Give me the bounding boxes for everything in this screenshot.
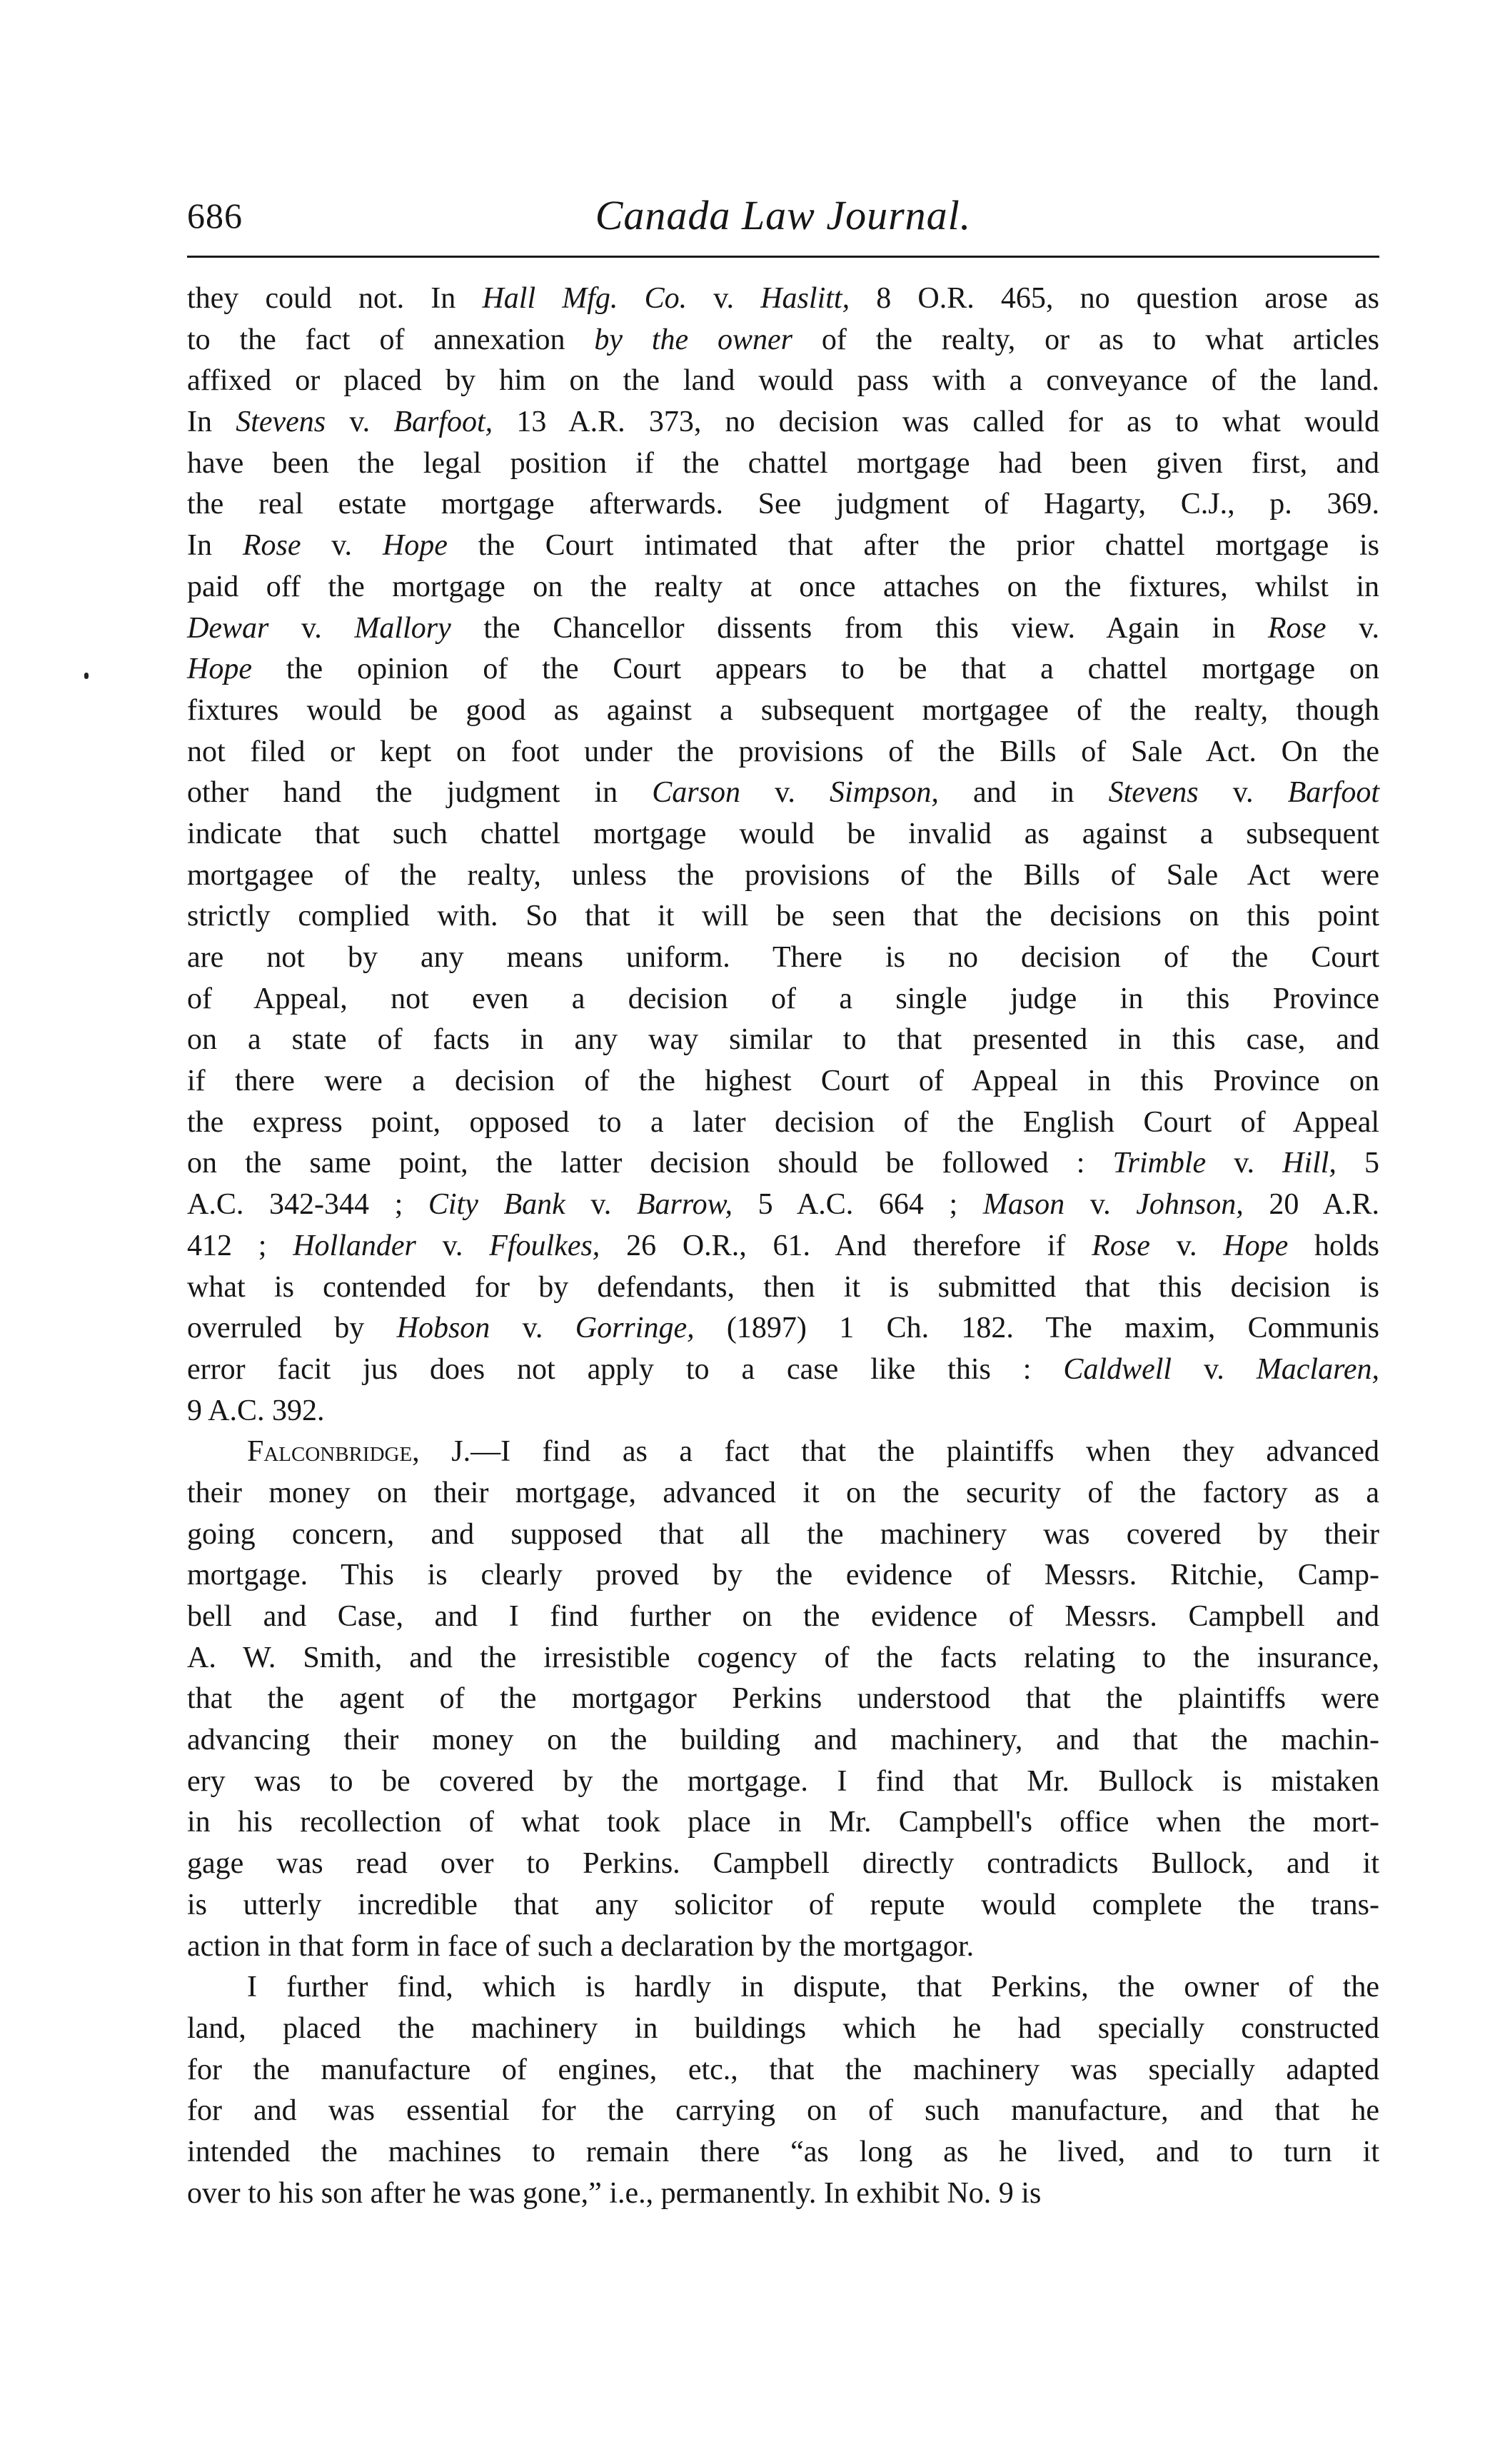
case-name: Ffoulkes, (489, 1229, 600, 1262)
text-line (187, 608, 1379, 650)
text-line (187, 690, 1379, 732)
text-run: the real estate mortgage afterwards. See judgment of Hagarty, C.J., p. 369. (187, 488, 1379, 521)
text-run: have been the legal position if the chattel mortgage had been given first, and (187, 446, 1379, 480)
text-run: v. (1326, 611, 1379, 645)
case-name: Gorringe, (575, 1312, 695, 1345)
text-run: the Chancellor dissents from this view. Again in (450, 611, 1268, 645)
text-line (187, 1102, 1379, 1144)
text-run: 5 A.C. 664 ; (733, 1188, 983, 1222)
text-line (187, 1226, 1379, 1267)
text-line (187, 443, 1379, 485)
case-name: Barfoot (1287, 776, 1379, 810)
text-run: A.C. 342-344 ; (187, 1188, 428, 1222)
text-line (187, 979, 1379, 1020)
text-run: ery was to be covered by the mortgage. I find that Mr. Bullock is mistaken (187, 1764, 1379, 1798)
text-run: for the manufacture of engines, etc., that the machinery was specially adapted (187, 2053, 1379, 2086)
text-run: on the same point, the latter decision should be followed : (187, 1147, 1113, 1180)
text-run: v. (1172, 1352, 1257, 1386)
text-line (187, 1391, 1379, 1432)
case-name: Simpson, (830, 776, 939, 810)
text-run: going concern, and supposed that all the machinery was covered by their (187, 1517, 1379, 1551)
text-run: mortgagee of the realty, unless the provisions of the Bills of Sale Act were (187, 858, 1379, 892)
case-name: City Bank (428, 1188, 565, 1222)
text-line (187, 526, 1379, 567)
text-line (187, 2008, 1379, 2050)
case-name: Barfoot, (393, 406, 493, 439)
text-line (187, 1308, 1379, 1349)
case-name: Rose (242, 529, 301, 563)
page-body (187, 278, 1379, 2214)
case-name: Stevens (1108, 776, 1199, 810)
text-line (187, 1802, 1379, 1844)
text-run: v. (1198, 776, 1288, 810)
text-run: in his recollection of what took place in Mr. Campbell's office when the mort- (187, 1806, 1379, 1839)
case-name: Haslitt, (760, 282, 850, 315)
text-line (187, 1926, 1379, 1968)
text-run: v. (687, 282, 761, 315)
text-run: other hand the judgment in (187, 776, 653, 810)
text-line (187, 1020, 1379, 1061)
text-run: 412 ; (187, 1229, 293, 1262)
text-line (187, 773, 1379, 814)
case-name: Trimble (1112, 1147, 1207, 1180)
case-name: Caldwell (1063, 1352, 1172, 1386)
text-line (187, 1679, 1379, 1720)
text-run: A. W. Smith, and the irresistible cogency of the facts relating to the insurance, (187, 1641, 1379, 1674)
text-run: (1897) 1 Ch. 182. The maxim, Communis (694, 1312, 1379, 1345)
case-name: Hollander (293, 1229, 416, 1262)
text-line (187, 320, 1379, 361)
case-name: Stevens (236, 406, 326, 439)
text-line (187, 1143, 1379, 1185)
case-name: by the owner (594, 323, 793, 356)
judgment-paragraph (187, 1967, 1379, 2214)
text-line (187, 855, 1379, 897)
text-run: 5 (1336, 1147, 1380, 1180)
case-name: Hill, (1282, 1147, 1337, 1180)
text-run: and in (938, 776, 1109, 810)
text-run: of Appeal, not even a decision of a single judge in this Province (187, 982, 1379, 1015)
text-run: advancing their money on the building and machinery, and that the machin- (187, 1724, 1379, 1757)
text-run: fixtures would be good as against a subsequent mortgagee of the realty, though (187, 693, 1379, 727)
text-line (187, 402, 1379, 443)
text-line (187, 361, 1379, 402)
text-line (187, 937, 1379, 979)
text-line (187, 1185, 1379, 1226)
text-run: overruled by (187, 1312, 397, 1345)
text-line (187, 1885, 1379, 1926)
judgment-paragraph (187, 1432, 1379, 1967)
text-run: mortgage. This is clearly proved by the evidence of Messrs. Ritchie, Camp- (187, 1559, 1379, 1592)
text-line (187, 732, 1379, 773)
case-name: Johnson, (1136, 1188, 1244, 1222)
text-run: affixed or placed by him on the land would pass with a conveyance of the land. (187, 364, 1379, 398)
print-speck (84, 673, 89, 679)
text-run: if there were a decision of the highest Court of Appeal in this Province on (187, 1065, 1379, 1098)
case-name: Hall Mfg. Co. (482, 282, 688, 315)
text-run: land, placed the machinery in buildings which he had specially constructed (187, 2011, 1379, 2045)
case-name: Rose (1267, 611, 1327, 645)
text-run: 8 O.R. 465, no question arose as (850, 282, 1379, 315)
text-run: of the realty, or as to what articles (792, 323, 1379, 356)
header-rule (187, 256, 1379, 258)
text-run: error facit jus does not apply to a case like this : (187, 1352, 1064, 1386)
text-run: strictly complied with. So that it will be seen that the decisions on this point (187, 900, 1379, 933)
text-line (187, 2091, 1379, 2132)
counsel-argument-paragraph (187, 278, 1379, 1432)
case-name: Dewar (187, 611, 269, 645)
text-run: v. (1206, 1147, 1283, 1180)
case-name: Hope (1223, 1229, 1289, 1262)
text-run: v. (301, 529, 383, 563)
text-run: v. (490, 1312, 575, 1345)
text-run: v. (326, 406, 394, 439)
text-run: their money on their mortgage, advanced it on the security of the factory as a (187, 1476, 1379, 1509)
text-run: what is contended for by defendants, then it is submitted that this decision is (187, 1270, 1379, 1304)
case-name: Maclaren, (1256, 1352, 1379, 1386)
text-line (187, 484, 1379, 526)
text-run: v. (268, 611, 355, 645)
text-run: In (187, 529, 243, 563)
text-line (187, 2132, 1379, 2173)
case-name: Hope (187, 653, 252, 686)
text-line (187, 1432, 1379, 1473)
text-run: for and was essential for the carrying on of such manufacture, and that he (187, 2094, 1379, 2128)
judge-name: Falconbridge, (247, 1435, 420, 1469)
text-run: the opinion of the Court appears to be that a chattel mortgage on (251, 653, 1379, 686)
case-name: Rose (1092, 1229, 1150, 1262)
text-line (187, 1267, 1379, 1309)
text-line (187, 1555, 1379, 1596)
text-line (187, 1473, 1379, 1514)
text-line (187, 1967, 1379, 2008)
text-line (187, 2173, 1379, 2215)
text-run: v. (416, 1229, 490, 1262)
text-run: gage was read over to Perkins. Campbell directly contradicts Bullock, and it (187, 1847, 1379, 1881)
text-line (187, 896, 1379, 937)
text-run: the Court intimated that after the prior chattel mortgage is (447, 529, 1379, 563)
text-run: 20 A.R. (1243, 1188, 1379, 1222)
text-run: to the fact of annexation (187, 323, 595, 356)
case-name: Hope (382, 529, 448, 563)
text-line (187, 1061, 1379, 1102)
text-line (187, 1596, 1379, 1638)
page-header (187, 187, 1379, 244)
text-run: indicate that such chattel mortgage would be invalid as against a subsequent (187, 817, 1379, 850)
text-run: bell and Case, and I find further on the evidence of Messrs. Campbell and (187, 1600, 1379, 1633)
text-run: paid off the mortgage on the realty at once attaches on the fixtures, whilst in (187, 570, 1379, 603)
case-name: Barrow, (636, 1188, 733, 1222)
running-title: Canada Law Journal. (595, 192, 972, 238)
text-run: over to his son after he was gone,” i.e., permanently. In exhibit No. 9 is (187, 2176, 1042, 2210)
text-line (187, 2050, 1379, 2091)
text-run: not filed or kept on foot under the provisions of the Bills of Sale Act. On the (187, 735, 1379, 768)
text-line (187, 1638, 1379, 1679)
text-line (187, 1349, 1379, 1391)
text-line (187, 278, 1379, 320)
text-run: are not by any means uniform. There is no decision of the Court (187, 941, 1379, 974)
text-run: intended the machines to remain there “as long as he lived, and to turn it (187, 2135, 1379, 2168)
text-line (187, 567, 1379, 608)
text-line (187, 814, 1379, 855)
text-run: In (187, 406, 236, 439)
text-line (187, 1844, 1379, 1885)
text-run: 13 A.R. 373, no decision was called for as to what would (493, 406, 1379, 439)
text-run: v. (740, 776, 830, 810)
case-name: Hobson (396, 1312, 490, 1345)
text-line (187, 1720, 1379, 1761)
case-name: Mallory (354, 611, 451, 645)
text-line (187, 1761, 1379, 1803)
text-run: v. (1149, 1229, 1224, 1262)
case-name: Carson (652, 776, 740, 810)
text-run: action in that form in face of such a declaration by the mortgagor. (187, 1929, 975, 1963)
text-line (187, 1514, 1379, 1556)
text-run: the express point, opposed to a later decision of the English Court of Appeal (187, 1105, 1379, 1139)
text-run: I further find, which is hardly in dispute, that Perkins, the owner of the (247, 1971, 1379, 2004)
page-number: 686 (187, 196, 243, 236)
text-run: that the agent of the mortgagor Perkins understood that the plaintiffs were (187, 1682, 1379, 1716)
text-run: they could not. In (187, 282, 483, 315)
text-run: J.—I find as a fact that the plaintiffs when they advanced (419, 1435, 1379, 1469)
text-run: 26 O.R., 61. And therefore if (600, 1229, 1092, 1262)
text-run: on a state of facts in any way similar to that presented in this case, and (187, 1023, 1379, 1057)
text-run: is utterly incredible that any solicitor of repute would complete the trans- (187, 1888, 1379, 1921)
text-run: 9 A.C. 392. (187, 1394, 325, 1427)
text-run: holds (1288, 1229, 1380, 1262)
text-line (187, 649, 1379, 690)
case-name: Mason (982, 1188, 1065, 1222)
text-run: v. (1064, 1188, 1137, 1222)
text-run: v. (565, 1188, 637, 1222)
